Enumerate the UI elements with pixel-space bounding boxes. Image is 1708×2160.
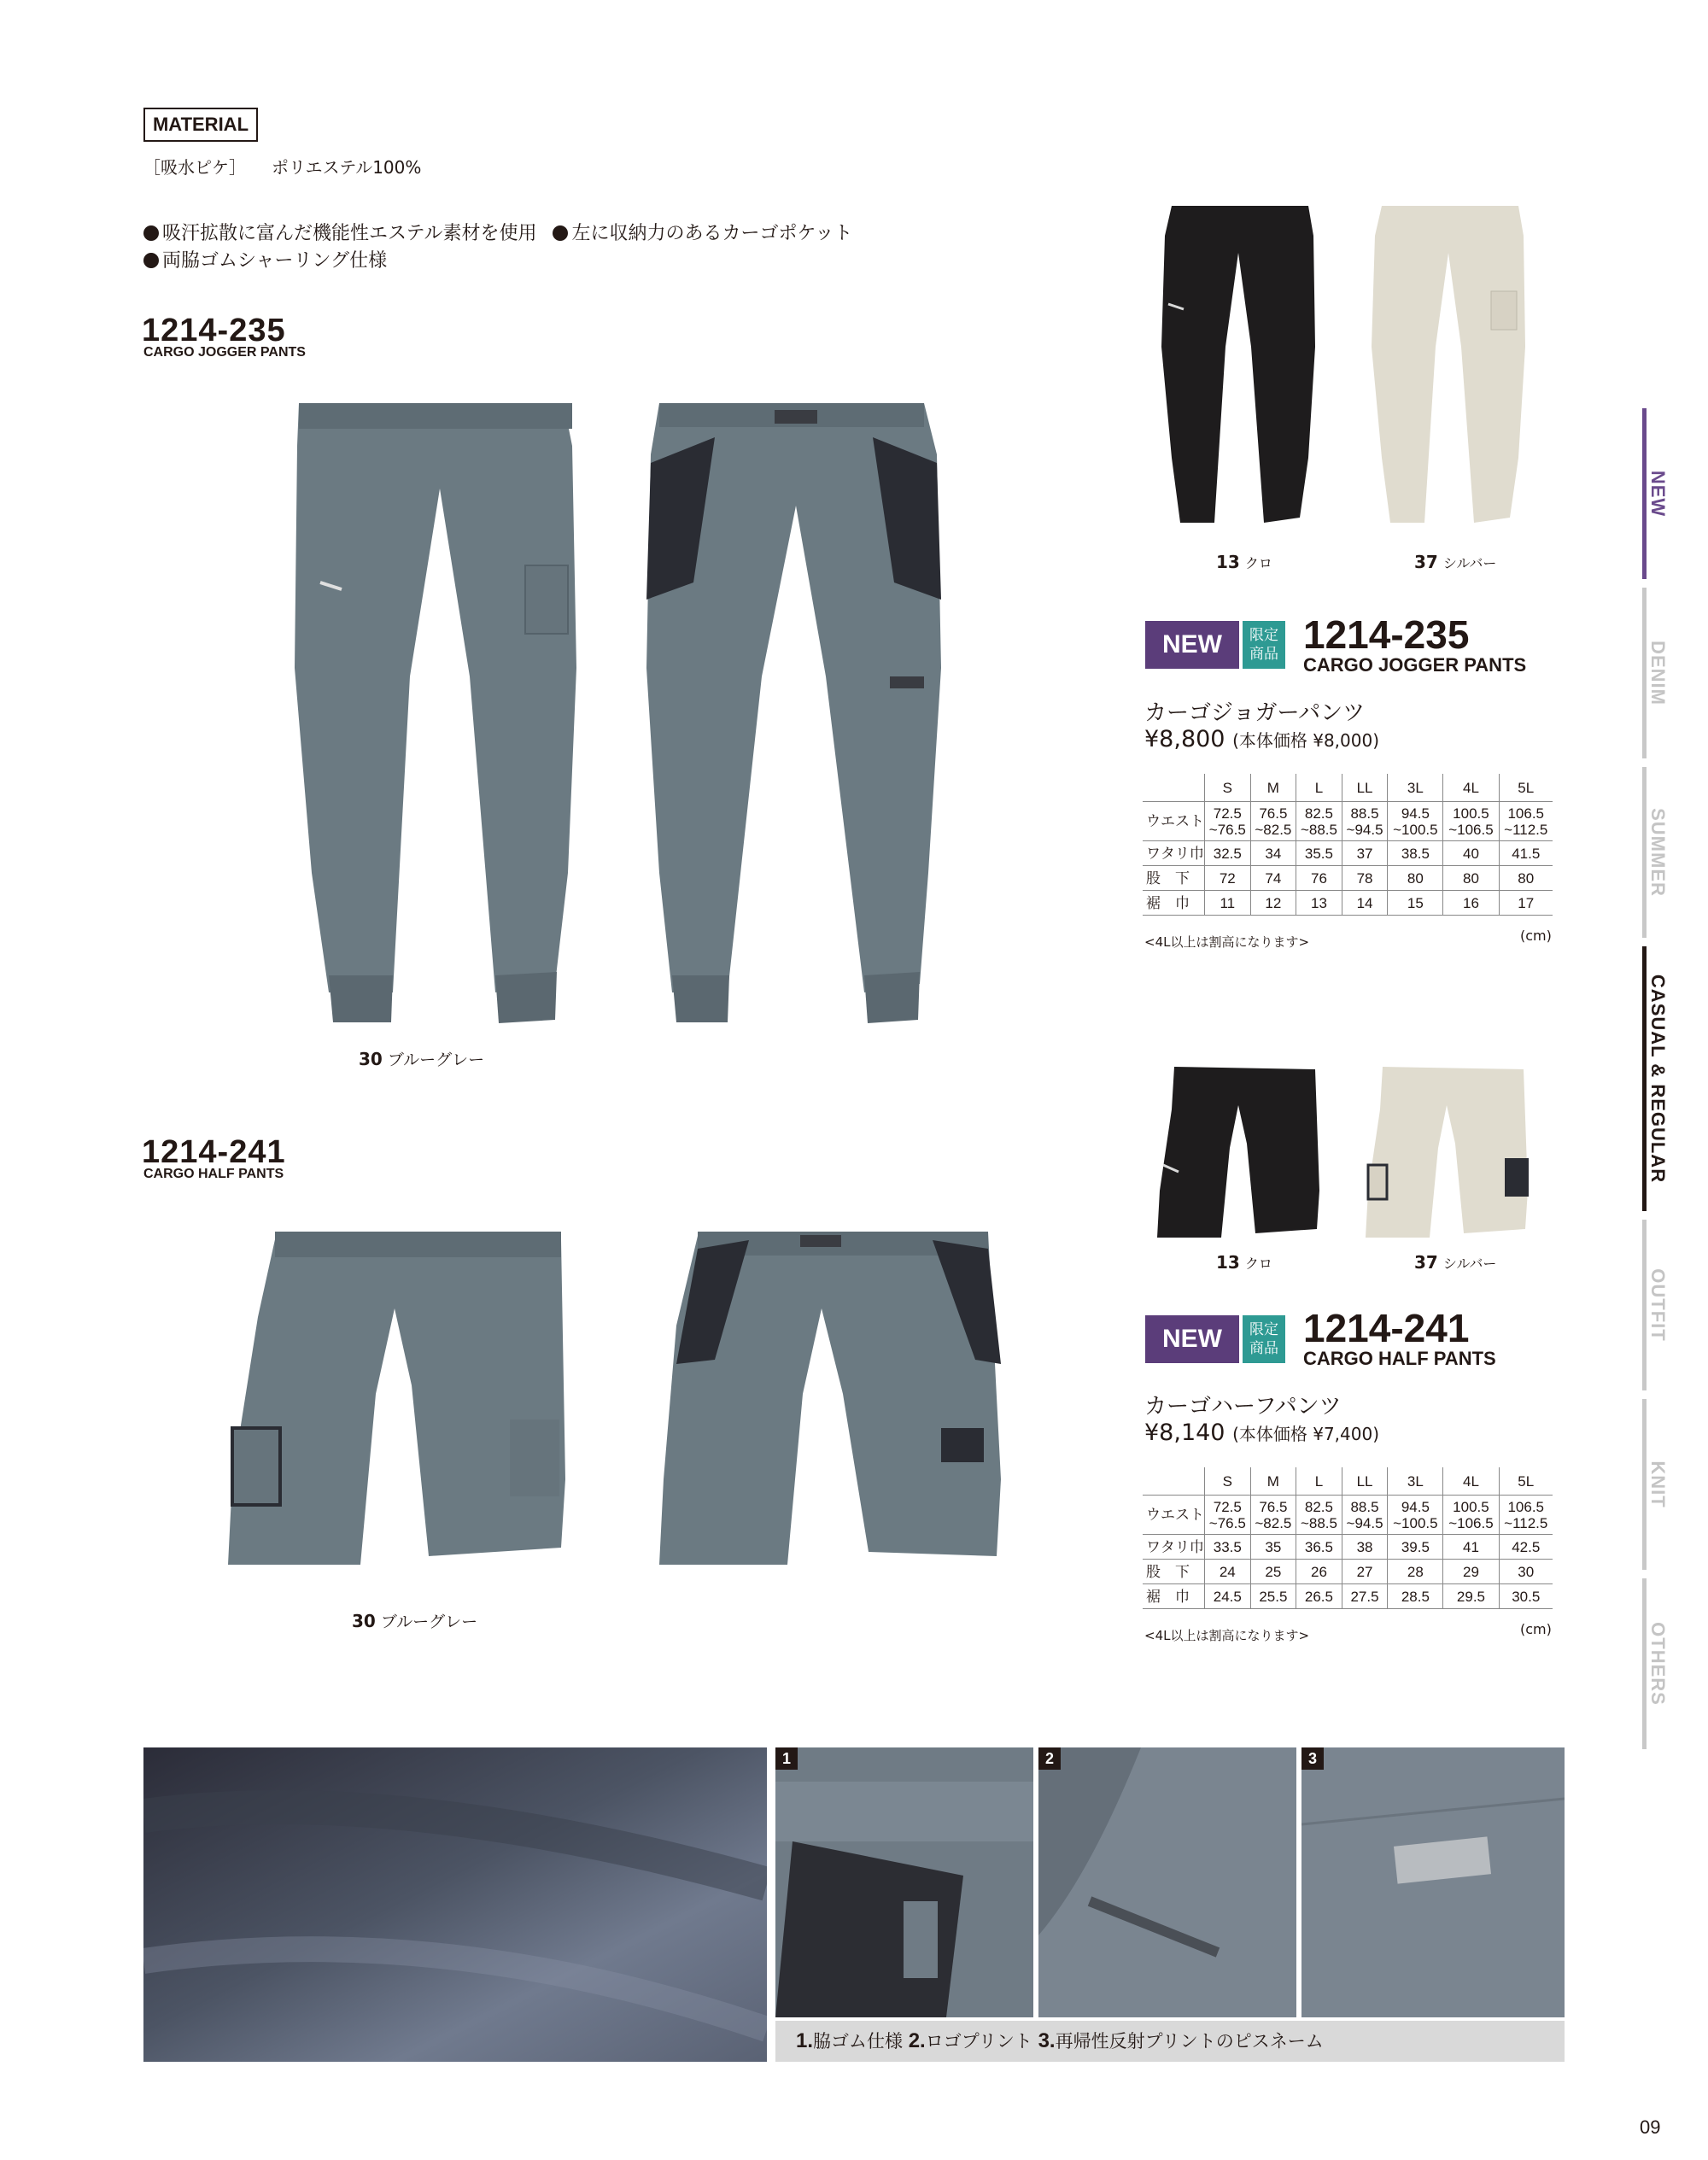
fabric-closeup-image — [143, 1747, 767, 2062]
size-header: 5L — [1499, 1467, 1553, 1496]
half-silver-caption — [1414, 1252, 1496, 1273]
size-header: LL — [1342, 774, 1388, 802]
table-cell: 30.5 — [1499, 1584, 1553, 1609]
detail-reflective-tag-image — [1301, 1747, 1565, 2017]
side-tab-denim[interactable] — [1642, 588, 1673, 758]
size-table — [1143, 774, 1553, 916]
color-number: 30 — [352, 1611, 376, 1631]
table-cell: 28 — [1388, 1560, 1443, 1584]
page-number: 09 — [1640, 2116, 1661, 2138]
table-cell: 27 — [1342, 1560, 1388, 1584]
color-number: 37 — [1414, 552, 1438, 572]
size-header: LL — [1342, 1467, 1388, 1496]
table-cell: 35.5 — [1296, 841, 1342, 866]
row-label: ウエスト — [1143, 802, 1205, 841]
caption-number: 2. — [908, 2029, 926, 2052]
tab-label: SUMMER — [1647, 808, 1669, 897]
table-cell: 29.5 — [1443, 1584, 1499, 1609]
half-code: 1214-241 — [142, 1134, 286, 1170]
table-cell: 74 — [1250, 866, 1296, 891]
table-cell: 26.5 — [1296, 1584, 1342, 1609]
table-row — [1143, 866, 1553, 891]
jogger-name: CARGO JOGGER PANTS — [143, 345, 306, 360]
limited-badge — [1243, 621, 1285, 669]
table-cell: 13 — [1296, 891, 1342, 916]
product-name-en: CARGO JOGGER PANTS — [1303, 654, 1527, 676]
new-badge: NEW — [1145, 1315, 1239, 1363]
side-tab-knit[interactable] — [1642, 1399, 1673, 1570]
color-name: ブルーグレー — [387, 1051, 485, 1069]
jogger-code: 1214-235 — [142, 313, 286, 348]
detail-number-3: 3 — [1301, 1747, 1324, 1770]
side-tab-outfit[interactable] — [1642, 1220, 1673, 1390]
jogger-silver-image — [1363, 202, 1534, 543]
table-cell: 80 — [1499, 866, 1553, 891]
table-cell: 28.5 — [1388, 1584, 1443, 1609]
table-cell: 38.5 — [1388, 841, 1443, 866]
detail-number-1: 1 — [775, 1747, 798, 1770]
row-label: 股 下 — [1143, 1560, 1205, 1584]
row-label: ワタリ巾 — [1143, 1535, 1205, 1560]
half-back-image — [651, 1223, 1009, 1582]
tab-label: DENIM — [1647, 641, 1669, 705]
table-cell: 80 — [1388, 866, 1443, 891]
table-cell: 16 — [1443, 891, 1499, 916]
size-header: 5L — [1499, 774, 1553, 802]
table-cell: 33.5 — [1205, 1535, 1251, 1560]
tab-label: CASUAL & REGULAR — [1647, 974, 1669, 1184]
table-cell: 72.5 ~76.5 — [1205, 1496, 1251, 1535]
table-unit: (cm) — [1520, 928, 1552, 944]
limited-line: 商品 — [1249, 646, 1278, 663]
product-name-jp: カーゴハーフパンツ — [1144, 1394, 1342, 1420]
price — [1144, 726, 1379, 752]
table-cell: 100.5 ~106.5 — [1443, 802, 1499, 841]
table-cell: 42.5 — [1499, 1535, 1553, 1560]
table-cell: 82.5 ~88.5 — [1296, 1496, 1342, 1535]
table-cell: 88.5 ~94.5 — [1342, 802, 1388, 841]
side-tab-new[interactable] — [1642, 408, 1673, 579]
table-cell: 76.5 ~82.5 — [1250, 802, 1296, 841]
product-name-jp: カーゴジョガーパンツ — [1144, 700, 1366, 726]
caption-number: 3. — [1038, 2029, 1056, 2052]
material-heading: MATERIAL — [143, 108, 258, 142]
table-cell: 94.5 ~100.5 — [1388, 802, 1443, 841]
limited-badge — [1243, 1315, 1285, 1363]
table-row — [1143, 1496, 1553, 1535]
color-number: 13 — [1216, 1252, 1240, 1273]
table-note: <4L以上は割高になります> — [1144, 1628, 1310, 1643]
table-cell: 37 — [1342, 841, 1388, 866]
row-label: ウエスト — [1143, 1496, 1205, 1535]
detail-number-2: 2 — [1038, 1747, 1061, 1770]
row-label: 裾 巾 — [1143, 1584, 1205, 1609]
size-table — [1143, 1467, 1553, 1609]
table-cell: 11 — [1205, 891, 1251, 916]
feature-line-1 — [143, 219, 852, 245]
price-value: ¥8,140 — [1144, 1420, 1225, 1446]
size-header: M — [1250, 774, 1296, 802]
bullet-icon — [553, 225, 568, 241]
table-cell: 36.5 — [1296, 1535, 1342, 1560]
table-cell: 25 — [1250, 1560, 1296, 1584]
table-row — [1143, 891, 1553, 916]
size-header-row — [1143, 774, 1553, 802]
jogger-silver-caption — [1414, 552, 1496, 572]
half-black-image — [1153, 1062, 1324, 1242]
fabric-value: ポリエステル100% — [272, 157, 422, 178]
table-unit: (cm) — [1520, 1621, 1552, 1637]
bullet-icon — [143, 253, 159, 268]
table-cell: 72.5 ~76.5 — [1205, 802, 1251, 841]
table-cell: 100.5 ~106.5 — [1443, 1496, 1499, 1535]
table-cell: 39.5 — [1388, 1535, 1443, 1560]
half-name: CARGO HALF PANTS — [143, 1167, 284, 1181]
table-row — [1143, 802, 1553, 841]
limited-line: 商品 — [1249, 1340, 1278, 1357]
table-cell: 12 — [1250, 891, 1296, 916]
table-cell: 17 — [1499, 891, 1553, 916]
size-header-row — [1143, 1467, 1553, 1496]
tab-label: KNIT — [1647, 1460, 1669, 1508]
table-cell: 80 — [1443, 866, 1499, 891]
price-value: ¥8,800 — [1144, 726, 1225, 752]
size-header: L — [1296, 1467, 1342, 1496]
row-label: ワタリ巾 — [1143, 841, 1205, 866]
table-cell: 40 — [1443, 841, 1499, 866]
color-number: 13 — [1216, 552, 1240, 572]
size-header: 3L — [1388, 774, 1443, 802]
table-cell: 24 — [1205, 1560, 1251, 1584]
side-tab-summer[interactable] — [1642, 767, 1673, 938]
table-cell: 14 — [1342, 891, 1388, 916]
table-cell: 41 — [1443, 1535, 1499, 1560]
size-header: 4L — [1443, 1467, 1499, 1496]
table-cell: 78 — [1342, 866, 1388, 891]
table-cell: 41.5 — [1499, 841, 1553, 866]
size-header: L — [1296, 774, 1342, 802]
half-front-image — [224, 1223, 565, 1582]
corner-cell — [1143, 774, 1205, 802]
feature-line-2 — [143, 246, 387, 272]
feature-text: 左に収納力のあるカーゴポケット — [571, 223, 853, 244]
table-cell: 26 — [1296, 1560, 1342, 1584]
limited-line: 限定 — [1249, 627, 1278, 644]
table-cell: 24.5 — [1205, 1584, 1251, 1609]
color-name: ブルーグレー — [380, 1613, 478, 1631]
limited-line: 限定 — [1249, 1321, 1278, 1338]
table-cell: 106.5 ~112.5 — [1499, 802, 1553, 841]
price-note: (本体価格 ¥7,400) — [1232, 1424, 1380, 1444]
feature-text: 吸汗拡散に富んだ機能性エステル素材を使用 — [162, 223, 537, 244]
corner-cell — [1143, 1467, 1205, 1496]
jogger-back-image — [634, 395, 958, 1035]
caption-text: 再帰性反射プリントのピスネーム — [1055, 2031, 1324, 2052]
feature-text: 両脇ゴムシャーリング仕様 — [162, 250, 388, 272]
color-number: 37 — [1414, 1252, 1438, 1273]
price — [1144, 1420, 1379, 1446]
table-cell: 76 — [1296, 866, 1342, 891]
table-note: <4L以上は割高になります> — [1144, 934, 1310, 950]
row-label: 股 下 — [1143, 866, 1205, 891]
table-cell: 106.5 ~112.5 — [1499, 1496, 1553, 1535]
table-cell: 15 — [1388, 891, 1443, 916]
row-label: 裾 巾 — [1143, 891, 1205, 916]
size-header: 3L — [1388, 1467, 1443, 1496]
caption-text: 脇ゴム仕様 — [813, 2031, 904, 2052]
size-header: S — [1205, 1467, 1251, 1496]
table-row — [1143, 1584, 1553, 1609]
tab-label: OTHERS — [1647, 1622, 1669, 1706]
fabric-label: ［吸水ピケ］ — [143, 157, 246, 178]
table-cell: 38 — [1342, 1535, 1388, 1560]
table-cell: 25.5 — [1250, 1584, 1296, 1609]
table-cell: 35 — [1250, 1535, 1296, 1560]
caption-number: 1. — [796, 2029, 814, 2052]
side-tab-others[interactable] — [1642, 1578, 1673, 1749]
color-name: シルバー — [1442, 1256, 1497, 1272]
table-cell: 94.5 ~100.5 — [1388, 1496, 1443, 1535]
size-header: S — [1205, 774, 1251, 802]
color-name: シルバー — [1442, 555, 1497, 571]
product-code: 1214-235 — [1303, 612, 1470, 657]
product-code: 1214-241 — [1303, 1306, 1470, 1350]
product-name-en: CARGO HALF PANTS — [1303, 1348, 1496, 1369]
jogger-color-caption — [359, 1047, 484, 1070]
table-row — [1143, 841, 1553, 866]
caption-text: ロゴプリント — [925, 2031, 1032, 2052]
size-header: M — [1250, 1467, 1296, 1496]
table-cell: 34 — [1250, 841, 1296, 866]
detail-waist-elastic-image — [775, 1747, 1033, 2017]
table-cell: 88.5 ~94.5 — [1342, 1496, 1388, 1535]
table-cell: 72 — [1205, 866, 1251, 891]
table-cell: 30 — [1499, 1560, 1553, 1584]
bullet-icon — [143, 225, 159, 241]
table-cell: 27.5 — [1342, 1584, 1388, 1609]
side-tab-casual-regular[interactable] — [1642, 946, 1673, 1211]
table-cell: 76.5 ~82.5 — [1250, 1496, 1296, 1535]
color-name: クロ — [1244, 1256, 1272, 1272]
tab-label: NEW — [1647, 470, 1669, 518]
table-cell: 82.5 ~88.5 — [1296, 802, 1342, 841]
new-badge: NEW — [1145, 621, 1239, 669]
jogger-black-caption — [1216, 552, 1272, 572]
detail-caption-strip — [775, 2021, 1565, 2062]
jogger-front-image — [282, 395, 589, 1035]
table-cell: 32.5 — [1205, 841, 1251, 866]
half-color-caption — [352, 1609, 477, 1632]
table-cell: 29 — [1443, 1560, 1499, 1584]
table-row — [1143, 1560, 1553, 1584]
jogger-black-image — [1153, 202, 1324, 543]
size-header: 4L — [1443, 774, 1499, 802]
table-row — [1143, 1535, 1553, 1560]
color-number: 30 — [359, 1049, 383, 1069]
half-black-caption — [1216, 1252, 1272, 1273]
detail-logo-print-image — [1038, 1747, 1296, 2017]
tab-label: OUTFIT — [1647, 1268, 1669, 1342]
color-name: クロ — [1244, 555, 1272, 571]
half-silver-image — [1361, 1062, 1532, 1242]
price-note: (本体価格 ¥8,000) — [1232, 730, 1380, 751]
